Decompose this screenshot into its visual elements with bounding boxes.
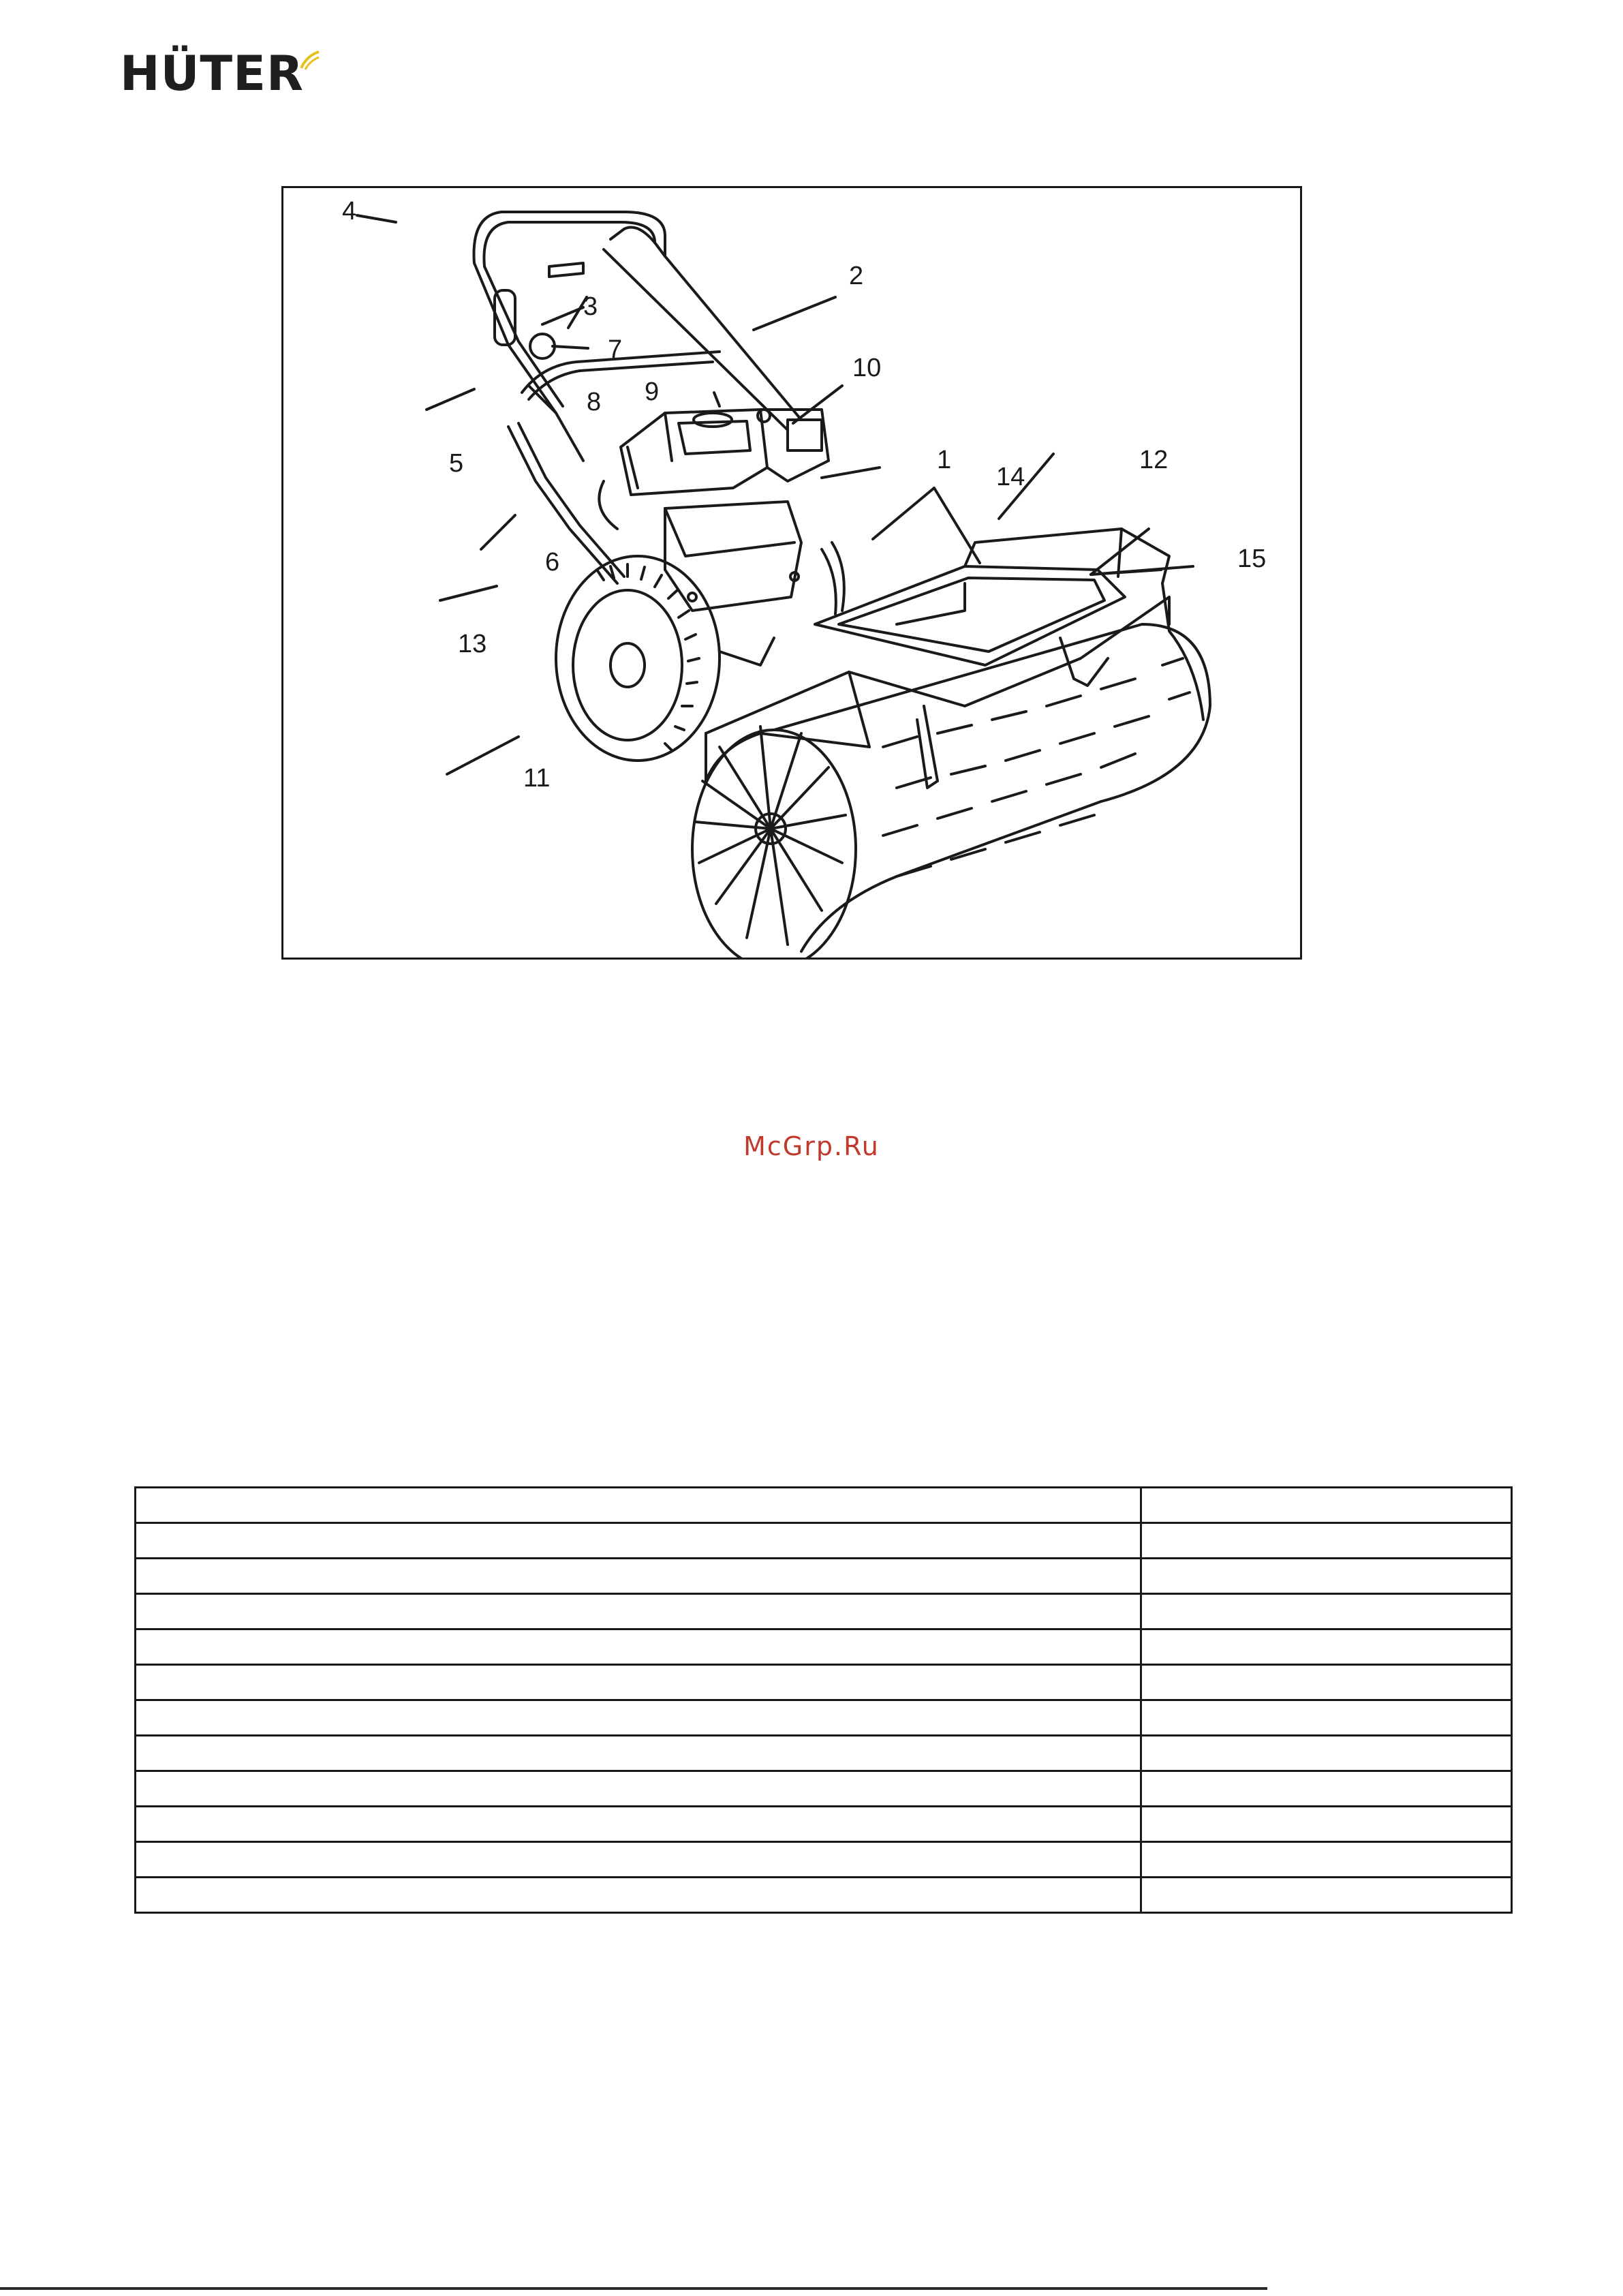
callout-15: 15 — [1237, 545, 1267, 573]
figure-frame — [281, 186, 1302, 960]
callout-7: 7 — [608, 335, 623, 364]
table-cell — [1141, 1878, 1512, 1913]
table-row — [136, 1488, 1512, 1523]
spark-icon — [298, 49, 322, 72]
callout-12: 12 — [1139, 446, 1169, 474]
table-cell — [136, 1842, 1141, 1878]
table-cell — [136, 1488, 1141, 1523]
callout-3: 3 — [583, 292, 598, 321]
table-cell — [136, 1807, 1141, 1842]
table-cell — [136, 1559, 1141, 1594]
table-row — [136, 1523, 1512, 1559]
callout-6: 6 — [545, 548, 560, 577]
table-row — [136, 1807, 1512, 1842]
callout-11: 11 — [523, 764, 551, 793]
table-row — [136, 1629, 1512, 1665]
page-divider — [0, 2287, 1267, 2290]
table-cell — [136, 1665, 1141, 1700]
table-row — [136, 1771, 1512, 1807]
table-cell — [1141, 1842, 1512, 1878]
brand-name: HÜTER — [120, 46, 304, 102]
callout-8: 8 — [587, 388, 602, 416]
table-row — [136, 1878, 1512, 1913]
table-cell — [136, 1700, 1141, 1736]
table-cell — [136, 1736, 1141, 1771]
table-cell — [1141, 1771, 1512, 1807]
table-cell — [136, 1594, 1141, 1629]
table-row — [136, 1842, 1512, 1878]
callout-5: 5 — [449, 449, 464, 478]
callout-14: 14 — [996, 463, 1025, 491]
sweeper-illustration — [283, 188, 1300, 958]
table-cell — [1141, 1559, 1512, 1594]
callout-4: 4 — [342, 197, 357, 226]
table-cell — [136, 1878, 1141, 1913]
callout-10: 10 — [852, 354, 882, 382]
table-cell — [1141, 1488, 1512, 1523]
table-cell — [1141, 1594, 1512, 1629]
callout-1: 1 — [937, 446, 952, 474]
spec-table — [134, 1486, 1513, 1914]
callout-13: 13 — [458, 630, 487, 658]
table-cell — [1141, 1665, 1512, 1700]
table-cell — [136, 1771, 1141, 1807]
table-cell — [1141, 1629, 1512, 1665]
callout-2: 2 — [849, 262, 864, 290]
callout-9: 9 — [645, 378, 660, 406]
brand-logo — [120, 46, 322, 101]
table-row — [136, 1736, 1512, 1771]
table-cell — [1141, 1700, 1512, 1736]
table-cell — [1141, 1807, 1512, 1842]
table-cell — [136, 1523, 1141, 1559]
table-cell — [136, 1629, 1141, 1665]
watermark: McGrp.Ru — [743, 1131, 880, 1161]
table-cell — [1141, 1736, 1512, 1771]
table-row — [136, 1665, 1512, 1700]
table-row — [136, 1594, 1512, 1629]
table-row — [136, 1700, 1512, 1736]
table-row — [136, 1559, 1512, 1594]
table-cell — [1141, 1523, 1512, 1559]
